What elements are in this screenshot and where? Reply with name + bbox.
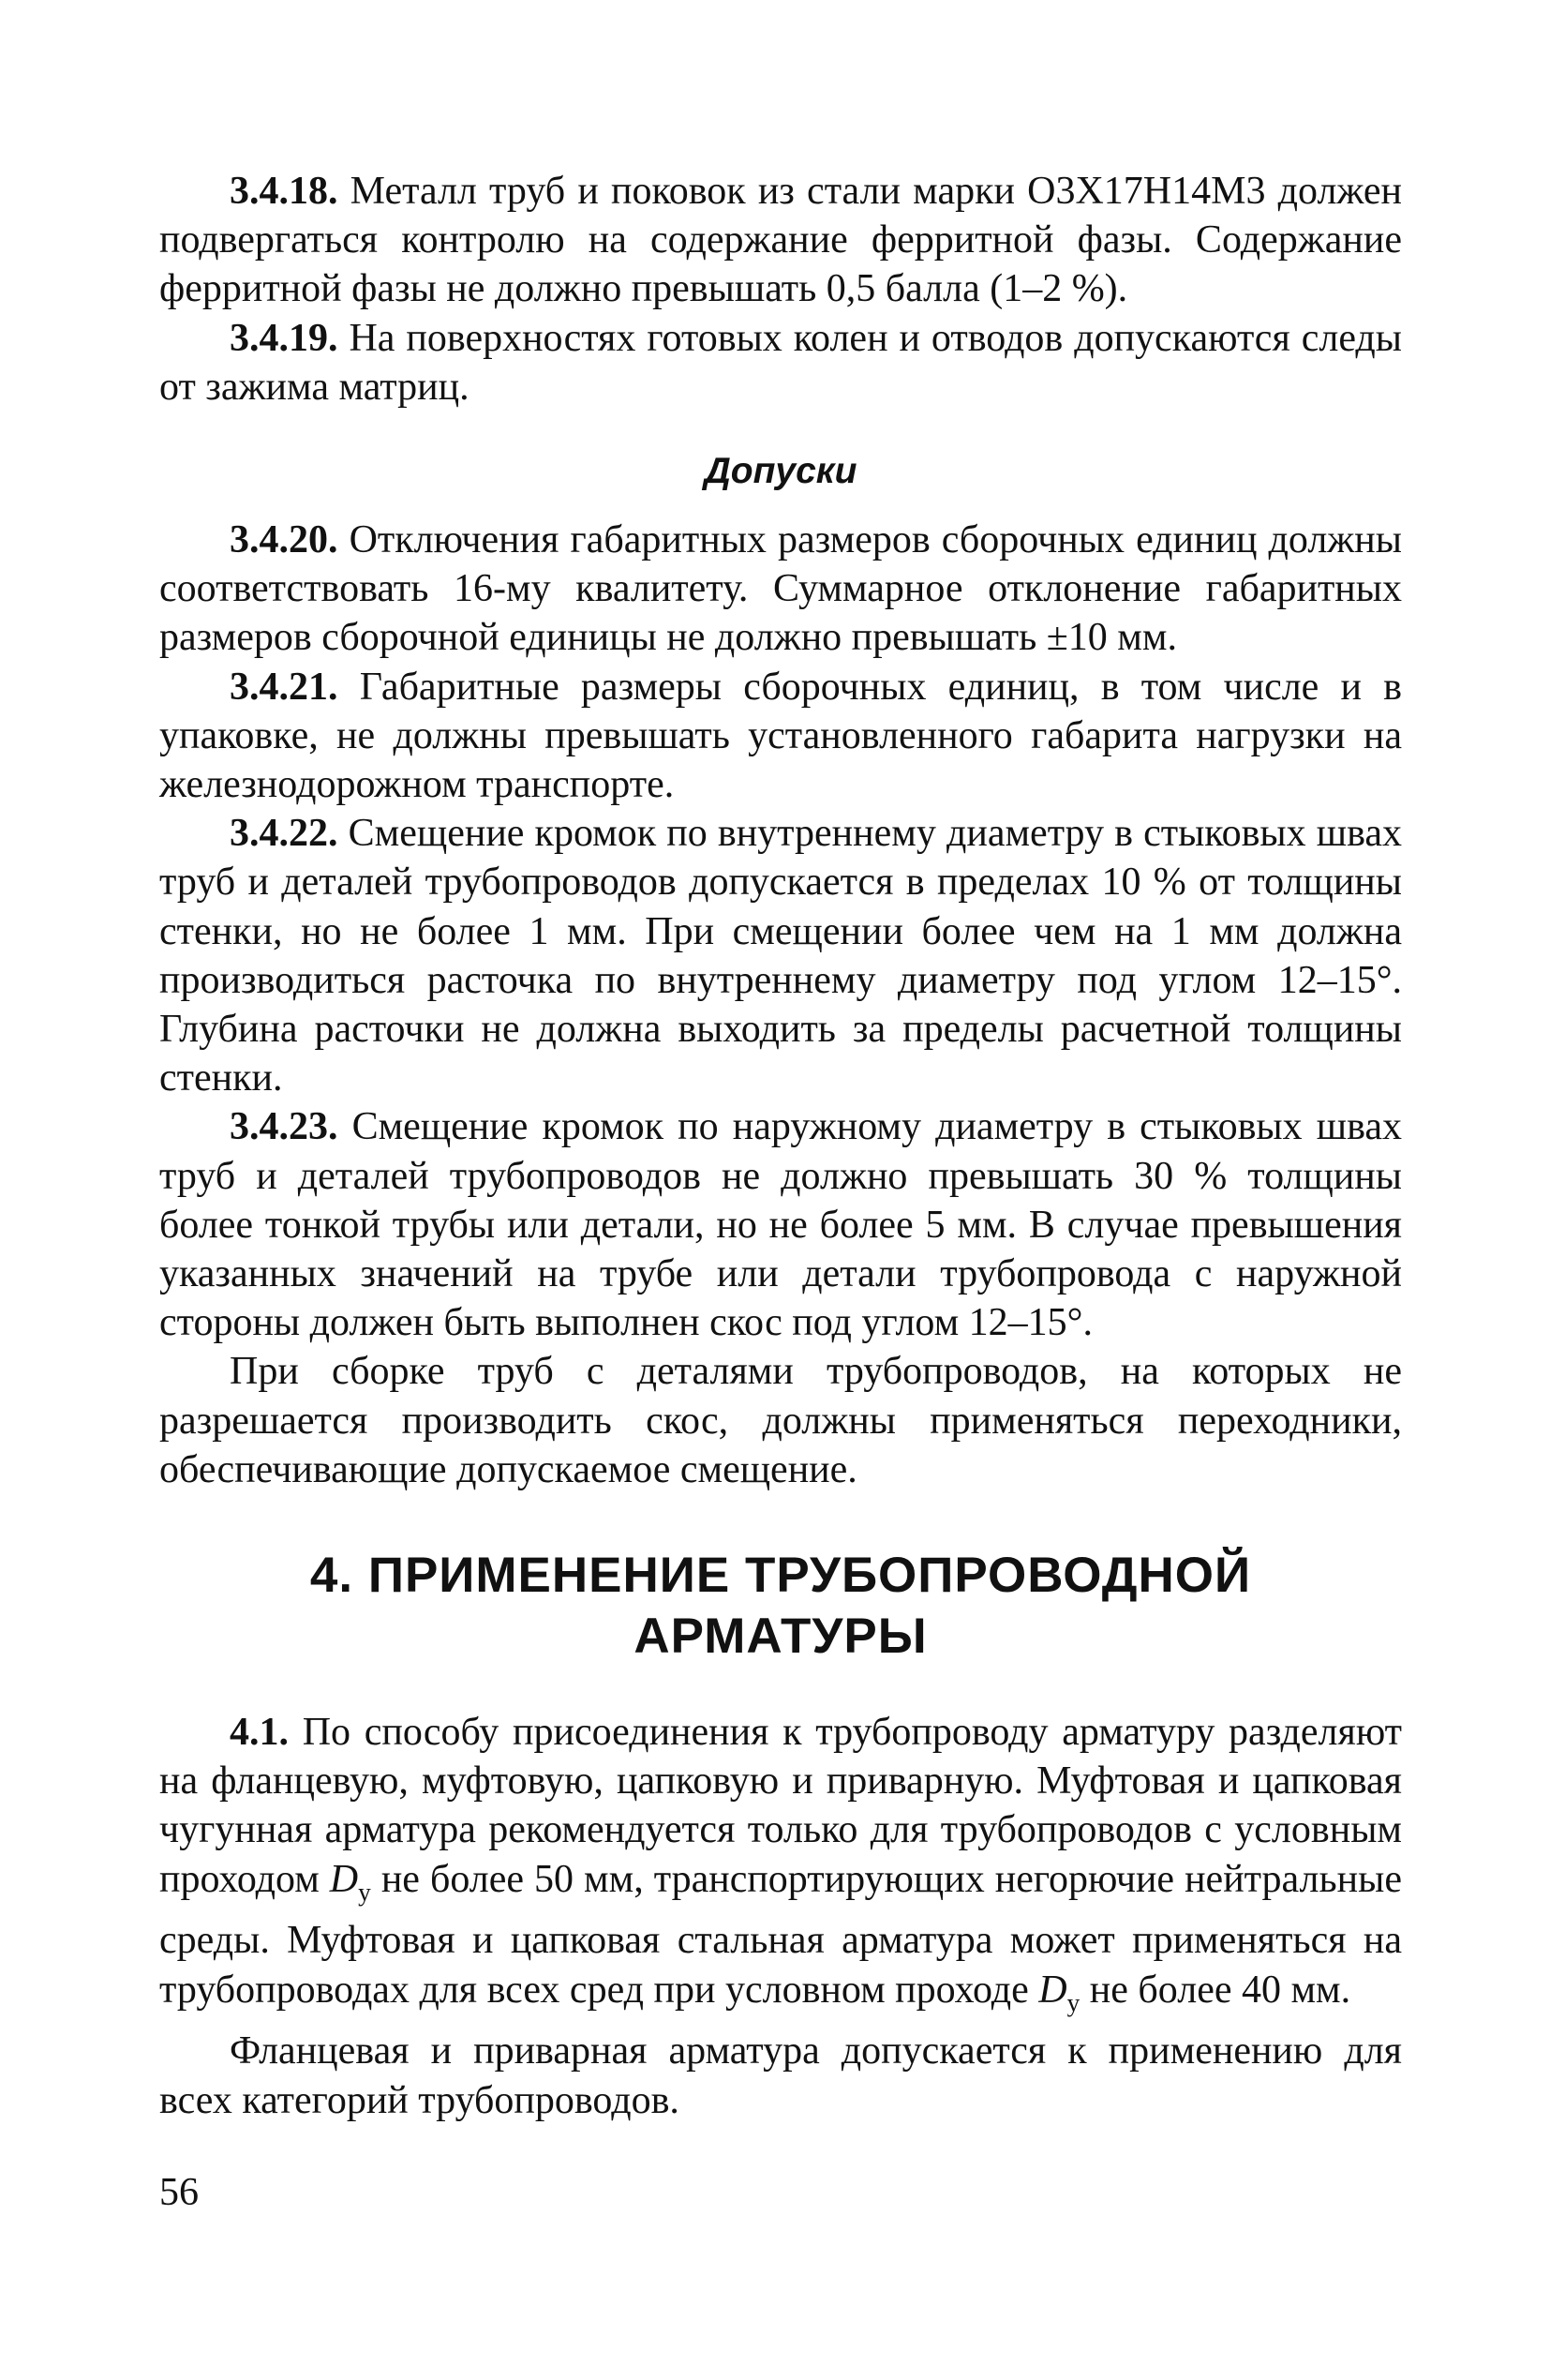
section-heading [159,1545,1402,1667]
clause-number: 3.4.18. [230,170,338,213]
paragraph-3-4-18 [159,167,1402,314]
paragraph-text: Смещение кромок по наружному диаметру в стыковых швах труб и деталей трубопроводов не должно превышать 30 % толщины более тонкой трубы или детали, но не более 5 мм. В случае превышения указанных значений на трубе или детали трубопровода с наружной стороны должен быть выполнен скос под углом 12–15°. [159,1105,1402,1345]
nominal-diameter-subscript: у [1066,1988,1081,2017]
section-heading-line-1: 4. ПРИМЕНЕНИЕ ТРУБОПРОВОДНОЙ [309,1548,1252,1603]
clause-number: 3.4.21. [230,665,338,709]
clause-number: 3.4.20. [230,518,338,561]
clause-number: 4.1. [230,1711,289,1754]
paragraph-text: По способу присоединения к трубопроводу арматуру разделяют на фланцевую, муфтовую, цапковую и приварную. Муфтовая и цапковая чугунная арматура рекомендуется только для трубопроводов с условным проходом [159,1711,1402,1901]
text-block-1 [159,167,1402,412]
paragraph-4-1-flanged [159,2027,1402,2124]
clause-number: 3.4.19. [230,316,338,360]
paragraph-text: не более 50 мм, транспортирующих негорючие нейтральные среды. Муфтовая и цапковая стальная арматура может применяться на трубопроводах для всех сред при условном проходе [159,1857,1402,2012]
clause-number: 3.4.22. [230,812,338,856]
paragraph-text: Отключения габаритных размеров сборочных единиц должны соответствовать 16-му квалитету. Суммарное отклонение габаритных размеров сборочной единицы не должно превышать ±10 мм. [159,518,1402,660]
text-block-2 [159,516,1402,1494]
paragraph-text: Фланцевая и приварная арматура допускается к применению для всех категорий трубопроводов. [159,2029,1402,2122]
nominal-diameter-subscript: у [358,1878,371,1907]
nominal-diameter-symbol: D [329,1857,359,1901]
paragraph-3-4-23 [159,1102,1402,1347]
text-block-3 [159,1708,1402,2125]
paragraph-text: При сборке труб с деталями трубопроводов, на которых не разрешается производить скос, должны применяться переходники, обеспечивающие допускаемое смещение. [159,1350,1402,1491]
paragraph-3-4-19 [159,314,1402,412]
paragraph-text: На поверхностях готовых колен и отводов допускаются следы от зажима матриц. [159,316,1402,409]
paragraph-3-4-21 [159,663,1402,810]
page-number: 56 [159,2171,199,2214]
paragraph-assembly-note [159,1347,1402,1494]
paragraph-text: Габаритные размеры сборочных единиц, в том числе и в упаковке, не должны превышать установленного габарита нагрузки на железнодорожном транспорте. [159,665,1402,807]
subsection-heading: Допуски [704,451,857,491]
paragraph-4-1 [159,1708,1402,2027]
section-heading-line-2: АРМАТУРЫ [633,1609,928,1664]
paragraph-text: Смещение кромок по внутреннему диаметру в стыковых швах труб и деталей трубопроводов допускается в пределах 10 % от толщины стенки, но не более 1 мм. При смещении более чем на 1 мм должна производиться расточка по внутреннему диаметру под углом 12–15°. Глубина расточки не должна выходить за пределы расчетной толщины стенки. [159,812,1402,1100]
nominal-diameter-symbol: D [1038,1968,1067,2012]
paragraph-3-4-22 [159,809,1402,1102]
paragraph-text: Металл труб и поковок из стали марки О3Х17Н14М3 должен подвергаться контролю на содержание ферритной фазы. Содержание ферритной фазы не должно превышать 0,5 балла (1–2 %). [159,170,1402,311]
clause-number: 3.4.23. [230,1105,338,1149]
paragraph-text: не более 40 мм. [1080,1968,1351,2012]
paragraph-3-4-20 [159,516,1402,663]
